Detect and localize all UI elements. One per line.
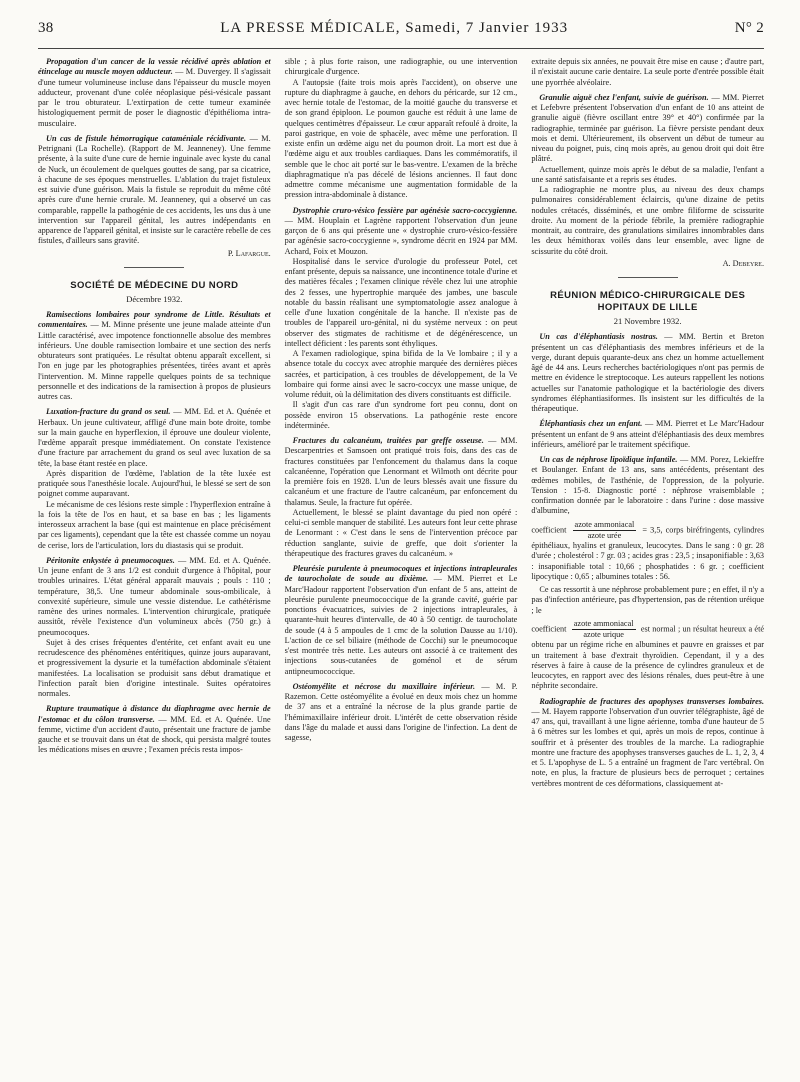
article-paragraph: A l'examen radiologique, spina bifida de la Ve lombaire ; il y a absence totale du coccyx avec atrophie marquée des dernières pièces sacrées, et participation, à ces troubles de développement, de la Ve lombaire qui forme ainsi avec le sacro-coccyx une masse unique, de volume réduit, où la délimitation des divers constituants est difficile. [284, 349, 518, 399]
article [531, 93, 764, 269]
article-title: Rupture traumatique à distance du diaphragme avec hernie de l'estomac et du côlon transverse. [38, 704, 271, 724]
article [38, 134, 271, 259]
article-paragraph: Il s'agit d'un cas rare d'un syndrome fort peu connu, dont on possède environ 15 observations. La pathogénie reste encore indéterminée. [284, 400, 518, 430]
article-body: — MM. Houplain et Lagrène rapportent l'observation d'un jeune garçon de 6 ans qui présente une « dystrophie cruro-vésico-fessière par agénésie sacro-coccygienne », syndrome décrit en 1924 par MM. Achard, Foix et Mouzon. [284, 215, 518, 256]
article-paragraph: Après disparition de l'œdème, l'ablation de la tête luxée est pratiquée sous l'anesthésie locale. Aujourd'hui, le blessé se sert de son poignet comme auparavant. [38, 468, 271, 499]
formula-block [531, 520, 764, 583]
article [531, 419, 764, 450]
section-title: RÉUNION MÉDICO-CHIRURGICALE DES HOPITAUX DE LILLE [550, 290, 746, 313]
article-body: — M. Hayem rapporte l'observation d'un ouvrier télégraphiste, âgé de 47 ans, qui, travaillant à une ligne aérienne, tomba d'une hauteur de 5 à 6 mètres sur les lombes et qui, après un mois de repos, continue à souffrir et à présenter des troubles de la marche. La radiographie montre une fracture des apophyses transverses gauches de L. 1, 2, 3, 4 et 5. L'apophyse de L. 5 a entraîné un fragment de l'arc vertébral. On note, en plus, la fracture de plusieurs becs de perroquet ; certaines vertèbres montrent de ces déformations, classiquement at- [531, 706, 765, 788]
formula-continuation: est normal ; un résultat heureux a été obtenu par un régime riche en albumines et pauvre en graisses et par un traitement à base d'extrait thyroïdien. Cependant, il y a des réserves à faire à cause de la présence de cylindres granuleux et de leucocytes, en rapport avec des lésions rénales, dues peut-être à une néphrite secondaire. [531, 624, 765, 691]
fraction [572, 619, 636, 641]
article-body: — MM. Pierret et Le Marc'Hadour présentent un enfant de 9 ans atteint d'éléphantiasis des deux membres inférieurs, amélioré par le traitement spécifique. [531, 419, 765, 449]
article-body: — M. Duvergey. Il s'agissait d'une tumeur volumineuse incluse dans l'épaisseur du muscle moyen adducteur, provenant d'une colée néoplasique pési-vésicale passant par le trou obturateur. L'extirpation de cette tumeur examinée histologiquement permit de poser le diagnostic d'épithélioma intra-musculaire. [38, 67, 271, 128]
article-body: — MM. Ed. et A. Quénée et Herbaux. Un jeune cultivateur, affligé d'une main bote droite, tombe sur la main gauche en hyperflexion, il éprouve une douleur violente, l'œdème apparaît presque immédiatement. On constate l'existence d'une fracture par arrachement du grand os seul avec luxation de sa tête, la base étant restée en place. [38, 407, 271, 468]
formula-label: coefficient [531, 624, 567, 634]
article-body: — MM. Ed. et A. Quénée. Une femme, victime d'un accident d'auto, présentait une fracture de jambe gauche et se trouvait dans un état de shock, qui persista malgré toutes les médications mises en œuvre ; l'examen précis resta impos- [38, 714, 271, 755]
article-body: — MM. Pierret et Le Marc'Hadour rapportent l'observation d'un enfant de 5 ans, atteint de pleurésie purulente pneumococcique de la grande cavité, guérie par ponctions évacuatrices, suivies de 2 injections intrapleurales, à quarante-huit heures d'intervalle, de 40 à 50 centigr. de taurocholate de soude (4 à 5 ampoules de 1 cmc de la solution Dausse au 1/10). L'action de ce sel biliaire (méthode de Cocchi) sur le pneumocoque s'est montrée très nette. Les auteurs ont associé à ce traitement des injections sous-cutanées de goménol et de sérum antipneumococcique. [284, 574, 518, 676]
fraction [573, 520, 637, 542]
article-paragraph: Hospitalisé dans le service d'urologie du professeur Potel, cet enfant présente, depuis sa naissance, une incontinence totale d'urine et des matières fécales ; l'examen clinique révèle chez lui une atrophie des 2 fesses, une hypertrophie marquée des jambes, une bascule notable du bassin réalisant une symptomatologie assez analogue à celle d'une luxation congénitale de la hanche. Il n'existe pas de troubles de l'appareil uro-génital, ni du système nerveux : on peut observer des stigmates de rachitisme et de dégénérescence, un intellect déficient : les parents sont éthyliques. [284, 256, 518, 348]
page-header [38, 20, 764, 49]
divider [618, 277, 678, 278]
article [531, 455, 764, 692]
article [38, 407, 271, 551]
column-1 [38, 57, 271, 794]
fraction-numerator: azote ammoniacal [572, 619, 636, 630]
article-body: — M. Minne présente une jeune malade atteinte d'un Little caractérisé, avec impotence fonctionnelle absolue des membres inférieurs. Une double ramisection lombaire et une section des nerfs obturateurs sont pratiquées. Le résultat obtenu apparaît excellent, si l'on en juge par les photographies présentées, tirées avant et après l'intervention. M. Minne rappelle quelques points de sa technique personnelle et des indications de la ramisection à propos de plusieurs autres cas. [38, 320, 271, 401]
formula-label: coefficient [531, 525, 567, 535]
article [38, 556, 271, 700]
article-body: — M. P. Razemon. Cette ostéomyélite a évolué en deux mois chez un homme de 37 ans et a entraîné la nécrose de la plus grande partie de l'hémimaxillaire inférieur droit. L'intérêt de cette observation réside dans l'âge du malade et aussi dans l'origine de l'infection. La dent de sagesse, [284, 681, 518, 742]
section-date: Décembre 1932. [126, 293, 183, 304]
article [285, 206, 518, 432]
article-body: — M. Petrignani (La Rochelle). (Rapport de M. Jeanneney). Une femme présente, à la suite d'une cure de hernie inguinale avec kyste du canal de Nuck, un écoulement de quelques gouttes de sang, par sa cicatrice, à chacune de ses époques menstruelles. L'ablation du trajet fistuleux est suivie d'une guérison. Mais la fistule se reproduit du même côté après cure d'une hernie crurale. M. Jeanneney, qui a observé un cas comparable, rappelle la pathogénie de ces accidents, les uns dus à une intervention sur l'appareil génital, les autres indépendants en apparence de l'appareil génital, et insiste sur le caractère rebelle de ces fistules, d'ailleurs sans gravité. [38, 133, 271, 246]
article-paragraph: Actuellement, le blessé se plaint davantage du pied non opéré : celui-ci semble manquer de stabilité. Les auteurs font leur cette phrase de Lenormant : « C'est dans le sens de l'intervention précoce par réduction sanglante, suivie de greffe, que doit s'orienter la thérapeutique des fractures graves du calcanéum. » [284, 507, 518, 558]
article-title: Ramisections lombaires pour syndrome de Little. Résultats et commentaires. [38, 310, 271, 330]
article-body: — MM. Pierret et Lefebvre présentent l'observation d'un enfant de 10 ans atteint de granulie aiguë (fièvre oscillant entre 39° et 40°) confirmée par la radiographie, terminée par guérison. La fièvre persiste pendant deux mois et demi. Ultérieurement, ils observent un début de tumeur au niveau du poignet, puis, cinq mois après, au genou droit qui doit être plâtré. [531, 92, 765, 164]
article-title: Propagation d'un cancer de la vessie récidivé après ablation et étincelage au muscle moyen adducteur. [38, 57, 271, 77]
signature: A. Debeyre. [722, 258, 765, 268]
article-title: Luxation-fracture du grand os seul. [46, 407, 171, 417]
formula-block [531, 619, 764, 692]
article-paragraph: extraite depuis six années, ne pouvait être mise en cause ; d'autre part, il n'existait aucune carie dentaire. La seule porte d'entrée possible était une pyorrhée alvéolaire. [531, 57, 765, 87]
article-title: Granulie aiguë chez l'enfant, suivie de guérison. [539, 92, 709, 102]
article-title: Pleurésie purulente à pneumocoques et injections intrapleurales de taurocholate de soude au dixième. [284, 564, 518, 584]
article-continuation [285, 57, 518, 201]
issue-number: N° 2 [734, 20, 764, 36]
article-paragraph: La radiographie ne montre plus, au niveau des deux champs pulmonaires considérablement éclaircis, qu'une dizaine de petits nodules crétacés, disséminés, et une ombre filiforme de scissurite droite. Au moment de la période fébrile, la première radiographie montrait, au contraire, des granulations similaires innombrables dans les deux hémithorax voilés dans leur ensemble, avec ligne de scissurite du côté droit. [531, 185, 765, 256]
article-title: Un cas de néphrose lipoïdique infantile. [539, 455, 678, 464]
article-body: — MM. Descarpentries et Samsoen ont pratiqué trois fois, dans des cas de fractures constituées par l'enfoncement du thalamus dans la coque calcanéenne, l'opération que Lenormant et Wilmoth ont décrite pour la première fois en 1928. L'un de leurs blessés avait une fissure du calcanéum et une fracture de l'autre calcanéum, par enfoncement du thalamus. Seule, la fracture fut opérée. [284, 436, 518, 507]
article-paragraph: Le mécanisme de ces lésions reste simple : l'hyperflexion entraîne à la fois la tête de l'os en haut, et sa base en bas ; les ligaments interosseux arrachent la base (qui est maintenue en place précisément par ces ligaments), cependant que la tête est chassée comme un noyau de cerise, lors de l'articulation, lors du diastasis qui se produit. [38, 499, 271, 550]
section-date: 21 Novembre 1932. [613, 316, 682, 326]
article-body: — MM. Bertin et Breton présentent un cas d'éléphantiasis des membres inférieurs et de la verge, durant depuis quarante-deux ans chez un homme actuellement âgé de 44 ans. Leurs recherches bactériologiques n'ont pas permis de mettre en évidence le streptocoque. Les auteurs rappellent les notions actuelles sur l'anatomie pathologique et la bactériologie des divers syndromes éléphantiasiformes. Ils insistent sur les difficultés de la thérapeutique. [531, 332, 765, 413]
article-title: Ostéomyélite et nécrose du maxillaire inférieur. [292, 681, 476, 691]
article [285, 682, 518, 744]
page-number: 38 [38, 20, 54, 36]
article-body: — MM. Porez, Lekieffre et Boulanger. Enfant de 13 ans, sans antécédents, présentant des œdèmes mobiles, de l'asthénie, de l'oppression, de la polyurie. Tension : 15-8. Diagnostic porté : néphrose vraisemblable ; confirmation donnée par le laboratoire : dans l'urine : dose massive d'albumine, [531, 455, 765, 516]
article-paragraph: Ce cas ressortit à une néphrose probablement pure ; en effet, il n'y a pas d'infection antérieure, pas d'hypertension, pas de rétention uréique ; le [531, 585, 765, 615]
article-paragraph: sible ; à plus forte raison, une radiographie, ou une intervention chirurgicale d'urgence. [284, 57, 518, 77]
article [38, 57, 271, 129]
text-columns [38, 57, 764, 794]
article-paragraph: A l'autopsie (faite trois mois après l'accident), on observe une rupture du diaphragme à gauche, en dehors du péricarde, sur 12 cm., avec hernie totale de l'estomac, de la moitié gauche du transverse et de son grand épiploon. Le poumon gauche est réduit à une lame de quelques centimètres d'épaisseur. Le cœur apparaît refoulé à droite, la paroi gastrique, en voie de sphacèle, avec même une perforation. Il existe enfin un œdème aigu net du poumon droit. La mort est due à l'œdème aigu et aux troubles cardiaques. Dans les commémoratifs, il semble que le choc ait porté sur le bas-ventre. L'examen de la brèche diaphragmatique n'a pas décelé de lésions anciennes. Il faut donc admettre comme mécanisme une augmentation formidable de la pression intra-abdominale à distance. [284, 77, 518, 200]
article-title: Dystrophie cruro-vésico fessière par agénésie sacro-coccygienne. [292, 205, 518, 215]
article-continuation [531, 57, 764, 88]
signature: P. Lafargue. [227, 248, 271, 258]
formula-continuation: = 3,5, corps biréfringents, cylindres épithéliaux, hyalins et granuleux, leucocytes. Dans le sang : 0 gr. 28 d'urée ; cholestérol : 7 gr. 03 ; acides gras : 23,5 ; insaponifiable : 3,63 : insaponifiable total : 10,66 ; phosphatides : 6 gr. ; coefficient lipocytique : 0,65 ; albumines totales : 56. [531, 525, 765, 581]
divider [124, 267, 184, 268]
article-title: Un cas de fistule hémorragique cataméniale récidivante. [46, 133, 247, 143]
article-paragraph: Sujet à des crises fréquentes d'entérite, cet enfant avait eu une recrudescence des phénomènes entéritiques, quinze jours auparavant, et progressivement la dysurie et la tuméfaction abdominale s'étaient manifestées. La localisation se produisit sans début dramatique et l'infection paraît bien d'origine intestinale. Suites opératoires normales. [38, 637, 271, 698]
column-3 [531, 57, 764, 794]
article [38, 310, 271, 402]
article [531, 697, 764, 789]
section-title: SOCIÉTÉ DE MÉDECINE DU NORD [70, 279, 239, 291]
article [38, 704, 271, 755]
article-title: Radiographie de fractures des apophyses transverses lombaires. [539, 696, 765, 706]
article-title: Péritonite enkystée à pneumocoques. [46, 555, 175, 565]
article-title: Éléphantiasis chez un enfant. [539, 419, 643, 429]
column-2 [285, 57, 518, 794]
article [285, 436, 518, 559]
article [531, 332, 764, 414]
article-body: — MM. Ed. et A. Quénée. Un jeune enfant de 3 ans 1/2 est conduit d'urgence à l'hôpital, pour troubles urinaires. L'état général apparaît mauvais ; pouls : 110 ; température, 38,5. Une tumeur abdominale sous-ombilicale, à convexité supérieure, simule une vessie distendue. Le cathétérisme ramène des urines normales. L'intervention chirurgicale, pratiquée aussitôt, révèle l'existence d'un volumineux abcès (750 gr.) à pneumocoques. [38, 555, 271, 637]
article [285, 564, 518, 677]
article-paragraph: Actuellement, quinze mois après le début de sa maladie, l'enfant a une santé satisfaisante et a repris ses études. [531, 164, 765, 184]
article-title: Un cas d'éléphantiasis nostras. [539, 332, 658, 342]
fraction-numerator: azote ammoniacal [573, 520, 637, 531]
journal-title: LA PRESSE MÉDICALE, Samedi, 7 Janvier 1933 [220, 20, 569, 36]
fraction-denominator: azote urée [587, 530, 622, 540]
fraction-denominator: azote urique [583, 630, 624, 639]
article-title: Fractures du calcanéum, traitées par greffe osseuse. [292, 436, 484, 445]
